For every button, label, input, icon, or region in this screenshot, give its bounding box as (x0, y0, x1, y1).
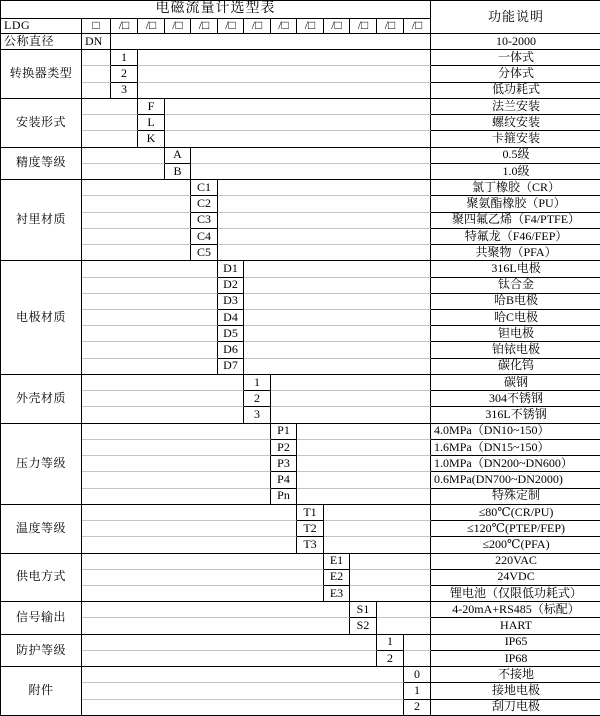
option-desc-cell: 0.6MPa(DN700~DN2000) (431, 472, 600, 488)
option-code-cell: P3 (271, 456, 297, 472)
option-row (1, 66, 600, 82)
category-label-cell: 公称直径 (1, 34, 82, 50)
option-code-cell: P4 (271, 472, 297, 488)
option-row (1, 424, 600, 440)
spacer-cell (191, 164, 431, 180)
spacer-cell (82, 310, 218, 326)
spacer-cell (82, 131, 138, 147)
spacer-cell (82, 472, 271, 488)
option-desc-cell: 特氟龙（F46/FEP） (431, 229, 600, 245)
option-row (1, 456, 600, 472)
option-code-cell: C2 (191, 196, 218, 212)
spacer-cell (82, 505, 297, 521)
category-label-cell: 衬里材质 (1, 180, 82, 261)
spacer-cell (350, 554, 431, 570)
option-row (1, 196, 600, 212)
spacer-cell (297, 489, 431, 505)
option-desc-cell: 共聚物（PFA） (431, 245, 600, 261)
option-code-cell: D1 (218, 261, 244, 277)
option-row (1, 407, 600, 423)
spacer-cell (82, 278, 218, 294)
spacer-cell (404, 651, 431, 667)
spacer-cell (297, 456, 431, 472)
option-row (1, 294, 600, 310)
option-desc-cell: 钽电极 (431, 326, 600, 342)
spacer-cell (165, 115, 431, 131)
option-row (1, 521, 600, 537)
spacer-cell (82, 489, 271, 505)
option-row (1, 164, 600, 180)
spacer-cell (82, 164, 165, 180)
option-desc-cell: HART (431, 618, 600, 634)
spacer-cell (82, 651, 377, 667)
option-row (1, 667, 600, 683)
spacer-cell (244, 326, 431, 342)
option-desc-cell: 4.0MPa（DN10~150） (431, 424, 600, 440)
model-slot-cell: /□ (165, 19, 191, 34)
option-row (1, 683, 600, 699)
option-code-cell: D2 (218, 278, 244, 294)
option-row (1, 602, 600, 618)
option-desc-cell: 304不锈钢 (431, 391, 600, 407)
option-code-cell: T3 (297, 537, 324, 553)
model-slot-cell: /□ (111, 19, 138, 34)
option-desc-cell: 碳化钨 (431, 359, 600, 375)
option-desc-cell: 1.0级 (431, 164, 600, 180)
option-code-cell: 1 (244, 375, 271, 391)
model-slot-cell: /□ (404, 19, 431, 34)
option-row (1, 651, 600, 667)
spacer-cell (82, 180, 191, 196)
spacer-cell (111, 34, 431, 50)
option-desc-cell: 卡箍安装 (431, 131, 600, 147)
spacer-cell (82, 294, 218, 310)
option-code-cell: K (138, 131, 165, 147)
model-slot-cell: /□ (271, 19, 297, 34)
spacer-cell (165, 131, 431, 147)
option-row (1, 472, 600, 488)
spacer-cell (324, 505, 431, 521)
option-desc-cell: 哈B电极 (431, 294, 600, 310)
option-row (1, 310, 600, 326)
option-desc-cell: 不接地 (431, 667, 600, 683)
option-row (1, 554, 600, 570)
spacer-cell (218, 245, 431, 261)
spacer-cell (82, 359, 218, 375)
option-code-cell: C3 (191, 213, 218, 229)
spacer-cell (271, 391, 431, 407)
option-row (1, 537, 600, 553)
model-slot-cell: /□ (218, 19, 244, 34)
spacer-cell (165, 99, 431, 115)
option-code-cell: S1 (350, 602, 377, 618)
spacer-cell (82, 407, 244, 423)
category-label-cell: 电极材质 (1, 261, 82, 375)
option-desc-cell: 法兰安装 (431, 99, 600, 115)
spacer-cell (82, 521, 297, 537)
spacer-cell (350, 586, 431, 602)
spacer-cell (218, 196, 431, 212)
spacer-cell (297, 424, 431, 440)
spacer-cell (82, 700, 404, 716)
option-code-cell: D4 (218, 310, 244, 326)
spacer-cell (324, 537, 431, 553)
spacer-cell (82, 635, 377, 651)
category-label-cell: 供电方式 (1, 554, 82, 603)
option-code-cell: 2 (244, 391, 271, 407)
option-code-cell: Pn (271, 489, 297, 505)
option-row (1, 489, 600, 505)
option-row (1, 342, 600, 358)
option-code-cell: 1 (111, 50, 138, 66)
option-row (1, 50, 600, 66)
table-body (1, 34, 600, 716)
option-desc-cell: 氯丁橡胶（CR） (431, 180, 600, 196)
option-desc-cell: 316L不锈钢 (431, 407, 600, 423)
spacer-cell (244, 261, 431, 277)
option-row (1, 359, 600, 375)
option-row (1, 115, 600, 131)
option-desc-cell: 聚氨酯橡胶（PU） (431, 196, 600, 212)
option-desc-cell: 铂铱电极 (431, 342, 600, 358)
category-label-cell: 温度等级 (1, 505, 82, 554)
category-label-cell: 转换器类型 (1, 50, 82, 99)
option-row (1, 440, 600, 456)
spacer-cell (82, 99, 138, 115)
spacer-cell (82, 667, 404, 683)
option-desc-cell: ≤80℃(CR/PU) (431, 505, 600, 521)
option-desc-cell: 特殊定制 (431, 489, 600, 505)
spacer-cell (271, 407, 431, 423)
spacer-cell (244, 294, 431, 310)
option-code-cell: C1 (191, 180, 218, 196)
option-row (1, 635, 600, 651)
option-row (1, 180, 600, 196)
spacer-cell (324, 521, 431, 537)
spacer-cell (82, 196, 191, 212)
option-desc-cell: 24VDC (431, 570, 600, 586)
option-code-cell: C5 (191, 245, 218, 261)
option-code-cell: 2 (404, 700, 431, 716)
spacer-cell (82, 391, 244, 407)
option-desc-cell: 220VAC (431, 554, 600, 570)
option-row (1, 586, 600, 602)
option-code-cell: D3 (218, 294, 244, 310)
spacer-cell (82, 440, 271, 456)
option-code-cell: 1 (377, 635, 404, 651)
option-row (1, 505, 600, 521)
option-row (1, 375, 600, 391)
option-code-cell: D7 (218, 359, 244, 375)
option-row (1, 278, 600, 294)
option-desc-cell: 聚四氟乙烯（F4/PTFE） (431, 213, 600, 229)
option-code-cell: P1 (271, 424, 297, 440)
option-code-cell: 3 (244, 407, 271, 423)
spacer-cell (82, 148, 165, 164)
model-prefix-cell: LDG (1, 19, 82, 34)
spacer-cell (138, 50, 431, 66)
spacer-cell (82, 537, 297, 553)
option-row (1, 213, 600, 229)
spacer-cell (297, 440, 431, 456)
spacer-cell (82, 375, 244, 391)
function-column-header: 功能说明 (431, 1, 600, 34)
option-code-cell: E2 (324, 570, 350, 586)
option-desc-cell: 碳钢 (431, 375, 600, 391)
category-label-cell: 信号输出 (1, 602, 82, 634)
category-label-cell: 外壳材质 (1, 375, 82, 424)
option-desc-cell: ≤200℃(PFA) (431, 537, 600, 553)
option-desc-cell: 钛合金 (431, 278, 600, 294)
spacer-cell (271, 375, 431, 391)
option-row (1, 618, 600, 634)
option-code-cell: L (138, 115, 165, 131)
title-row (1, 1, 600, 19)
spacer-cell (82, 570, 324, 586)
option-code-cell: S2 (350, 618, 377, 634)
option-code-cell: C4 (191, 229, 218, 245)
spacer-cell (82, 342, 218, 358)
option-code-cell: T1 (297, 505, 324, 521)
category-label-cell: 压力等级 (1, 424, 82, 505)
spacer-cell (297, 472, 431, 488)
spacer-cell (82, 554, 324, 570)
option-code-cell: A (165, 148, 191, 164)
option-code-cell: 3 (111, 83, 138, 99)
option-code-cell: T2 (297, 521, 324, 537)
spacer-cell (138, 83, 431, 99)
spacer-cell (377, 618, 431, 634)
option-code-cell: D6 (218, 342, 244, 358)
option-code-cell: 2 (377, 651, 404, 667)
option-row (1, 700, 600, 716)
spacer-cell (82, 456, 271, 472)
option-row (1, 245, 600, 261)
spacer-cell (82, 213, 191, 229)
spacer-cell (218, 213, 431, 229)
option-desc-cell: ≤120℃(PTEP/FEP) (431, 521, 600, 537)
page-title: 电磁流量计选型表 (1, 1, 431, 19)
option-row (1, 34, 600, 50)
option-row (1, 229, 600, 245)
option-desc-cell: 1.0MPa（DN200~DN600） (431, 456, 600, 472)
spacer-cell (244, 278, 431, 294)
model-slot-cell: /□ (377, 19, 404, 34)
option-desc-cell: 低功耗式 (431, 83, 600, 99)
option-code-cell: B (165, 164, 191, 180)
spacer-cell (82, 683, 404, 699)
spacer-cell (377, 602, 431, 618)
spacer-cell (82, 66, 111, 82)
model-slot-cell: /□ (324, 19, 350, 34)
spacer-cell (244, 310, 431, 326)
spacer-cell (191, 148, 431, 164)
option-row (1, 570, 600, 586)
option-row (1, 391, 600, 407)
option-row (1, 326, 600, 342)
option-desc-cell: 刮刀电极 (431, 700, 600, 716)
option-code-cell: P2 (271, 440, 297, 456)
spacer-cell (82, 229, 191, 245)
spacer-cell (350, 570, 431, 586)
option-row (1, 83, 600, 99)
spacer-cell (244, 342, 431, 358)
option-code-cell: E3 (324, 586, 350, 602)
model-slot-cell: /□ (350, 19, 377, 34)
spacer-cell (82, 261, 218, 277)
option-desc-cell: 锂电池（仅限低功耗式） (431, 586, 600, 602)
option-desc-cell: 接地电极 (431, 683, 600, 699)
option-row (1, 131, 600, 147)
option-desc-cell: 螺纹安装 (431, 115, 600, 131)
option-desc-cell: 分体式 (431, 66, 600, 82)
option-desc-cell: IP65 (431, 635, 600, 651)
model-slot-cell: /□ (138, 19, 165, 34)
option-desc-cell: 0.5级 (431, 148, 600, 164)
spacer-cell (82, 326, 218, 342)
option-row (1, 148, 600, 164)
category-label-cell: 精度等级 (1, 148, 82, 180)
model-slot-cell: /□ (191, 19, 218, 34)
option-row (1, 261, 600, 277)
spacer-cell (138, 66, 431, 82)
spacer-cell (218, 229, 431, 245)
spacer-cell (82, 618, 350, 634)
option-code-cell: E1 (324, 554, 350, 570)
model-slot-cell: /□ (244, 19, 271, 34)
category-label-cell: 安装形式 (1, 99, 82, 148)
category-label-cell: 防护等级 (1, 635, 82, 667)
option-code-cell: F (138, 99, 165, 115)
spacer-cell (404, 635, 431, 651)
spacer-cell (82, 245, 191, 261)
option-desc-cell: 哈C电极 (431, 310, 600, 326)
option-code-cell: DN (82, 34, 111, 50)
option-desc-cell: 10-2000 (431, 34, 600, 50)
option-desc-cell: 1.6MPa（DN15~150） (431, 440, 600, 456)
spacer-cell (82, 602, 350, 618)
option-desc-cell: IP68 (431, 651, 600, 667)
category-label-cell: 附件 (1, 667, 82, 716)
model-first-box-cell: □ (82, 19, 111, 34)
spacer-cell (82, 50, 111, 66)
option-code-cell: 1 (404, 683, 431, 699)
model-slot-cell: /□ (297, 19, 324, 34)
spacer-cell (218, 180, 431, 196)
spacer-cell (82, 115, 138, 131)
option-code-cell: D5 (218, 326, 244, 342)
option-code-cell: 2 (111, 66, 138, 82)
spacer-cell (82, 83, 111, 99)
option-code-cell: 0 (404, 667, 431, 683)
spacer-cell (82, 586, 324, 602)
option-desc-cell: 一体式 (431, 50, 600, 66)
option-row (1, 99, 600, 115)
option-desc-cell: 316L电极 (431, 261, 600, 277)
spacer-cell (244, 359, 431, 375)
spacer-cell (82, 424, 271, 440)
option-desc-cell: 4-20mA+RS485（标配） (431, 602, 600, 618)
